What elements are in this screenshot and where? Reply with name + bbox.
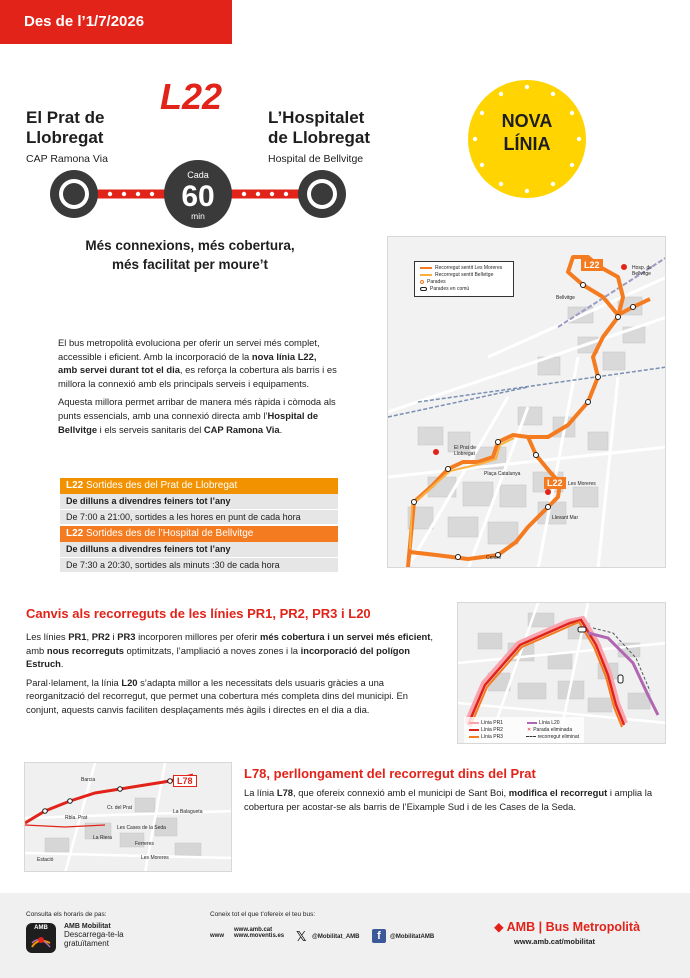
changes-p1-a: Les línies bbox=[26, 631, 69, 642]
intro-p1-b: nova línia L22, amb servei durant tot el dia bbox=[58, 350, 317, 376]
changes-p1-j: nous recorreguts bbox=[46, 644, 124, 656]
intro-paragraph-1 bbox=[58, 336, 338, 390]
amb-mobilitat-app-icon[interactable] bbox=[26, 923, 56, 953]
changes-paragraph-1 bbox=[26, 630, 438, 671]
line-code: L22 bbox=[160, 76, 223, 117]
map-label-cases: Les Cases de la Seda bbox=[117, 825, 166, 831]
map-label-estacio: Estació bbox=[37, 857, 54, 863]
changes-p1-b: PR1 bbox=[68, 631, 87, 642]
map-label-hosp: Hosp. de Bellvitge bbox=[632, 265, 653, 277]
badge-line1: NOVA bbox=[501, 111, 553, 131]
schedule-header-2 bbox=[60, 526, 338, 542]
app-name: AMB Mobilitat bbox=[64, 923, 111, 930]
legend-label-parades-comu: Parades en comú bbox=[430, 286, 470, 292]
changes-p1-f: PR3 bbox=[117, 631, 136, 642]
route-diagram bbox=[48, 160, 348, 232]
app-icon-text: AMB bbox=[34, 925, 48, 931]
legend-row-2 bbox=[469, 727, 579, 734]
schedule-1-days: De dilluns a divendres feiners tot l’any bbox=[60, 494, 338, 509]
changes-title: Canvis als recorreguts de les línies PR1, PR2, PR3 i L20 bbox=[26, 606, 371, 621]
map-l78-drawing bbox=[25, 763, 232, 872]
frequency-value: 60 bbox=[181, 180, 215, 213]
intro-p2-a: Aquesta millora permet arribar de manera més ràpida i còmoda als punts essencials, amb una connexió directa amb l’ bbox=[58, 396, 336, 421]
l78-p-a: La línia bbox=[244, 787, 277, 798]
l78-p-c: , que ofereix connexió amb el municipi de Sant Boi, bbox=[293, 787, 509, 798]
map-l22-badge-bottom: L22 bbox=[544, 477, 566, 489]
tagline-line1: Més connexions, més cobertura, bbox=[85, 238, 295, 253]
map-l22-badge-top: L22 bbox=[581, 259, 603, 271]
changes-p1-i: , amb bbox=[26, 631, 434, 656]
l78-title: L78, perllongament del recorregut dins del Prat bbox=[244, 766, 536, 781]
map-label-prat-estacio: El Prat de Llobregat bbox=[454, 445, 476, 457]
changes-p2-a: Paral·lelament, la línia bbox=[26, 676, 122, 688]
map-label-balagueta: La Balagueta bbox=[173, 809, 203, 815]
brand-amb: AMB bbox=[506, 920, 536, 934]
legend-label-bellvitge: Recorregut sentit Bellvitge bbox=[435, 272, 494, 278]
schedule-2-days: De dilluns a divendres feiners tot l’any bbox=[60, 542, 338, 557]
map-label-riera: La Riera bbox=[93, 835, 112, 841]
tagline bbox=[70, 236, 310, 274]
amb-diamond-icon: ◆ bbox=[494, 920, 504, 934]
map-label-bellvitge: Bellvitge bbox=[556, 295, 575, 301]
map-label-barcia: Barcia bbox=[81, 777, 96, 783]
destination-stop: Hospital de Bellvitge bbox=[268, 153, 364, 165]
map-label-placa: Plaça Catalunya bbox=[484, 471, 521, 477]
badge-line2: LÍNIA bbox=[503, 134, 551, 154]
legend-parada-eliminada: ✕ Parada eliminada bbox=[527, 727, 573, 733]
intro-p2-b: Hospital de Bellvitge bbox=[58, 409, 319, 435]
legend-label-moreres: Recorregut sentit Les Moreres bbox=[435, 265, 503, 271]
brand-divider: | bbox=[538, 920, 543, 934]
x-handle[interactable]: @Mobilitat_AMB bbox=[312, 934, 360, 940]
l78-p-b: L78 bbox=[276, 787, 293, 798]
legend-pr1-label: Línia PR1 bbox=[481, 720, 503, 726]
origin-block bbox=[26, 108, 108, 165]
changes-p1-m: . bbox=[60, 658, 64, 670]
intro-p1-c: , es reforça la cobertura als barris i es millora la connexió amb els principals serveis i equipaments. bbox=[58, 364, 337, 389]
legend-label-parades: Parades bbox=[427, 279, 446, 285]
map-l78 bbox=[24, 762, 232, 872]
www-icon: www bbox=[210, 933, 225, 939]
map-pr-lines bbox=[457, 602, 666, 744]
destination-name-line2: de Llobregat bbox=[268, 128, 371, 147]
date-text: Des de l’1/7/2026 bbox=[24, 13, 145, 30]
changes-p1-l: incorporació del polígon Estruch bbox=[26, 644, 410, 670]
schedule-1-hours: De 7:00 a 21:00, sortides a les hores en punt de cada hora bbox=[60, 509, 338, 524]
legend-item-bellvitge bbox=[420, 272, 508, 279]
map-label-ferreres: Ferreres bbox=[135, 841, 154, 847]
legend-pr2-label: Línia PR2 bbox=[481, 727, 503, 733]
legend-row-3 bbox=[469, 734, 579, 741]
legend-recorregut-eliminat-label: recorregut eliminat bbox=[537, 734, 579, 740]
changes-p1-k: optimitzats, l’ampliació a noves zones i la bbox=[123, 644, 301, 656]
schedule-2-code: L22 bbox=[66, 528, 84, 539]
map-label-llevant: Llevant Mar bbox=[552, 515, 579, 521]
brand-logo bbox=[494, 919, 640, 934]
footer-horaris-label: Consulta els horaris de pas: bbox=[26, 911, 107, 918]
changes-p2-c: s’adapta millor a les necessitats dels usuaris gràcies a una reorganització del recorregut, que permet una cobertura més completa dins del municipi. En conjunt, aquests canvis faciliten desplaçaments més àgils i directes en el dia a dia. bbox=[26, 676, 408, 715]
app-info bbox=[64, 923, 124, 948]
tagline-line2: més facilitat per moure’t bbox=[111, 257, 269, 272]
nova-linia-badge bbox=[468, 80, 586, 198]
legend-pr3-label: Línia PR3 bbox=[481, 734, 503, 740]
destination-block bbox=[268, 108, 370, 165]
l78-p-e: i amplia la cobertura per acostar-se als barris de l’Eixample Sud i de les Cases de la Seda. bbox=[244, 787, 653, 812]
l78-paragraph bbox=[244, 786, 666, 813]
legend-item-parades-comu bbox=[420, 286, 508, 293]
changes-paragraph-2 bbox=[26, 676, 438, 717]
origin-name-line1: El Prat de bbox=[26, 108, 105, 127]
l78-text bbox=[244, 786, 666, 818]
map-label-moreres-l78: Les Moreres bbox=[141, 855, 169, 861]
intro-text bbox=[58, 336, 338, 441]
legend-item-moreres bbox=[420, 265, 508, 272]
url-moventis[interactable]: www.moventis.es bbox=[234, 933, 285, 939]
intro-paragraph-2 bbox=[58, 395, 338, 436]
facebook-icon[interactable]: f bbox=[372, 929, 386, 943]
map-label-cmd: Cr. del Prat bbox=[107, 805, 133, 811]
origin-stop: CAP Ramona Via bbox=[26, 153, 108, 165]
schedule-2-title: Sortides des de l’Hospital de Bellvitge bbox=[83, 528, 254, 539]
changes-p1-c: , bbox=[86, 631, 92, 642]
origin-terminal-icon bbox=[50, 170, 98, 218]
map-l22-legend bbox=[414, 261, 514, 297]
l78-p-d: modifica el recorregut bbox=[508, 787, 608, 798]
map-label-rmbla: Rbla. Prat bbox=[65, 815, 88, 821]
map-pr-legend bbox=[464, 717, 584, 744]
brand-url[interactable]: www.amb.cat/mobilitat bbox=[514, 937, 595, 946]
footer-conneix-label: Coneix tot el que t’ofereix el teu bus: bbox=[210, 911, 316, 918]
legend-parada-eliminada-label: Parada eliminada bbox=[533, 727, 573, 733]
intro-p1-a: El bus metropolità evoluciona per oferir un servei més complet, accessible i eficient. Amb la incorporació de la bbox=[58, 337, 320, 362]
map-l78-badge: L78 bbox=[173, 775, 197, 787]
changes-p1-d: PR2 bbox=[91, 631, 110, 642]
changes-p1-g: incorporen millores per oferir bbox=[135, 631, 261, 642]
destination-terminal-icon bbox=[298, 170, 346, 218]
frequency-unit: min bbox=[191, 211, 205, 221]
legend-recorregut-eliminat bbox=[526, 734, 579, 741]
fb-handle[interactable]: @MobilitatAMB bbox=[390, 934, 435, 940]
legend-row-1 bbox=[469, 720, 579, 727]
intro-p2-d: CAP Ramona Via bbox=[203, 423, 280, 435]
intro-p2-c: i els serveis sanitaris del bbox=[97, 423, 204, 435]
changes-p2-b: L20 bbox=[121, 676, 138, 688]
schedule-table bbox=[60, 478, 338, 572]
map-label-moreres: Les Moreres bbox=[568, 481, 596, 487]
app-sub2: gratuïtament bbox=[64, 939, 109, 948]
legend-pr2 bbox=[469, 727, 527, 734]
footer bbox=[0, 893, 690, 978]
origin-name-line2: Llobregat bbox=[26, 128, 104, 147]
changes-p1-h: més cobertura i un servei més eficient bbox=[260, 631, 431, 642]
legend-pr3 bbox=[469, 734, 526, 741]
legend-l20-label: Línia L20 bbox=[539, 720, 560, 726]
map-l22 bbox=[387, 236, 666, 568]
date-banner bbox=[0, 0, 232, 44]
brand-bus: Bus Metropolità bbox=[545, 920, 641, 934]
schedule-2-hours: De 7:30 a 20:30, sortides als minuts :30 de cada hora bbox=[60, 557, 338, 572]
changes-text bbox=[26, 630, 438, 722]
footer-urls bbox=[234, 927, 284, 939]
schedule-1-code: L22 bbox=[66, 480, 84, 491]
url-amb[interactable]: www.amb.cat bbox=[234, 927, 273, 933]
schedule-header-1 bbox=[60, 478, 338, 494]
legend-pr1 bbox=[469, 720, 527, 727]
legend-l20 bbox=[527, 720, 560, 727]
map-label-centre: Centre bbox=[486, 555, 502, 561]
changes-p1-e: i bbox=[109, 631, 118, 642]
app-pin-icon bbox=[30, 933, 52, 949]
destination-name-line1: L’Hospitalet bbox=[268, 108, 365, 127]
frequency-prefix: Cada bbox=[187, 170, 209, 180]
legend-item-parades bbox=[420, 279, 508, 286]
x-icon[interactable]: 𝕏 bbox=[296, 929, 307, 944]
intro-p2-e: . bbox=[279, 423, 283, 435]
schedule-1-title: Sortides des del Prat de Llobregat bbox=[83, 480, 238, 491]
app-sub1: Descarrega-te-la bbox=[64, 930, 124, 939]
